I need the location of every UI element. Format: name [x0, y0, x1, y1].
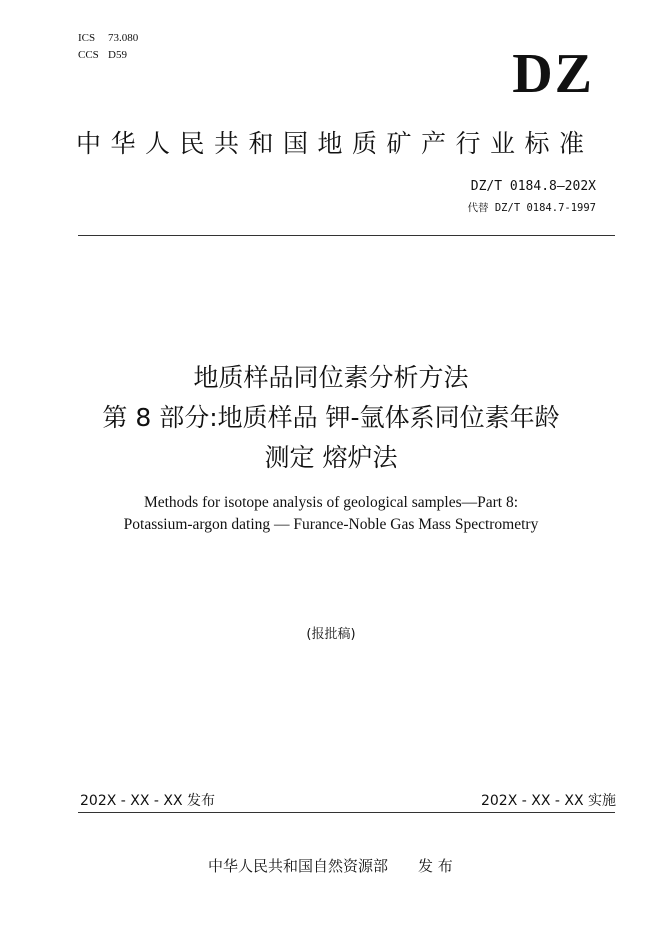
title-cn-line3: 测定 熔炉法 [264, 443, 398, 472]
issuer [208, 856, 453, 876]
replaces-standard: 代替 DZ/T 0184.7-1997 [467, 202, 596, 214]
classification-codes [78, 30, 138, 64]
ccs-value: D59 [108, 49, 127, 61]
draft-status: (报批稿) [306, 627, 356, 642]
standard-number: DZ/T 0184.8—202X [470, 179, 596, 194]
ics-code [78, 30, 138, 47]
implement-date: 202X - XX - XX 实施 [480, 793, 616, 809]
issue-date: 202X - XX - XX 发布 [80, 793, 216, 809]
title-en-line2: Potassium-argon dating — Furance-Noble Gas Mass Spectrometry [123, 516, 539, 533]
title-cn-line2: 第 8 部分:地质样品 钾-氩体系同位素年龄 [102, 403, 560, 432]
ccs-label: CCS [78, 49, 99, 61]
issuer-action: 发 布 [418, 857, 453, 875]
ccs-code [78, 47, 138, 64]
ics-value: 73.080 [108, 32, 139, 44]
dz-logo: DZ [512, 43, 594, 105]
bottom-divider [78, 812, 615, 813]
ics-label: ICS [78, 32, 96, 44]
issuer-name: 中华人民共和国自然资源部 [208, 857, 389, 875]
standard-type: 中华人民共和国地质矿产行业标准 [76, 129, 594, 158]
title-en-line1: Methods for isotope analysis of geological samples—Part 8: [143, 494, 519, 511]
title-cn-line1: 地质样品同位素分析方法 [193, 363, 469, 392]
top-divider [78, 235, 615, 236]
